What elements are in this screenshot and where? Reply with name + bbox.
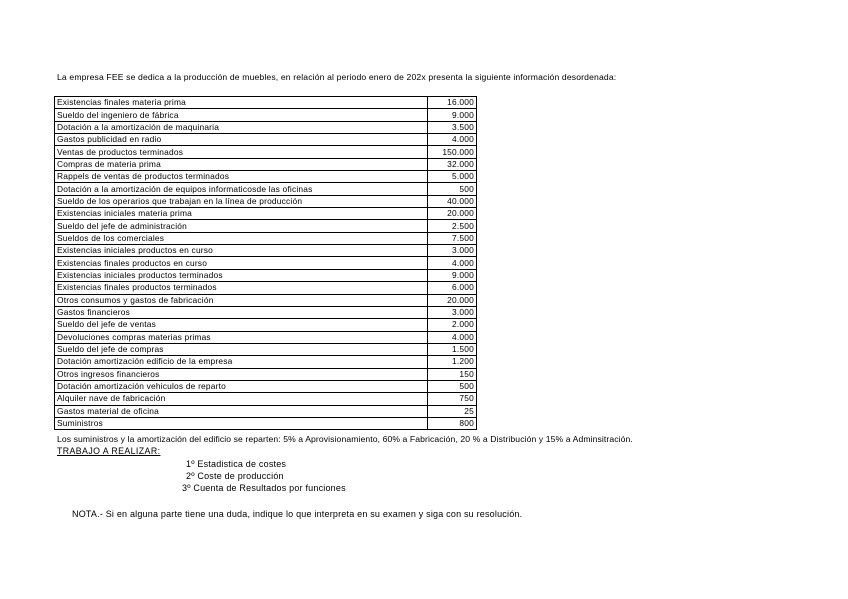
- table-row: [55, 121, 477, 133]
- task-item: 2º Coste de producción: [186, 471, 284, 481]
- row-label: Otros consumos y gastos de fabricación: [55, 294, 428, 306]
- row-label: Suministros: [55, 417, 428, 429]
- task-item: 1º Estadistica de costes: [186, 459, 287, 469]
- table-row: [55, 232, 477, 244]
- row-value: 2.000: [428, 319, 477, 331]
- row-value: 3.000: [428, 306, 477, 318]
- table-row: [55, 282, 477, 294]
- row-value: 5.000: [428, 171, 477, 183]
- table-row: [55, 405, 477, 417]
- row-value: 6.000: [428, 282, 477, 294]
- table-row: [55, 380, 477, 392]
- row-value: 7.500: [428, 232, 477, 244]
- row-value: 20.000: [428, 294, 477, 306]
- row-label: Existencias finales productos en curso: [55, 257, 428, 269]
- row-value: 16.000: [428, 97, 477, 109]
- row-label: Dotación a la amortización de equipos informaticosde las oficinas: [55, 183, 428, 195]
- row-label: Sueldo del jefe de administración: [55, 220, 428, 232]
- row-value: 4.000: [428, 331, 477, 343]
- row-value: 500: [428, 380, 477, 392]
- table-row: [55, 331, 477, 343]
- row-value: 25: [428, 405, 477, 417]
- row-value: 500: [428, 183, 477, 195]
- intro-text: La empresa FEE se dedica a la producción de muebles, en relación al periodo enero de 202x presenta la siguiente información desordenada:: [57, 72, 617, 82]
- table-row: [55, 417, 477, 429]
- row-label: Rappels de ventas de productos terminados: [55, 171, 428, 183]
- row-label: Gastos financieros: [55, 306, 428, 318]
- row-label: Sueldo del jefe de compras: [55, 343, 428, 355]
- table-row: [55, 319, 477, 331]
- table-row: [55, 356, 477, 368]
- row-value: 4.000: [428, 257, 477, 269]
- row-value: 150.000: [428, 146, 477, 158]
- table-row: [55, 97, 477, 109]
- row-value: 150: [428, 368, 477, 380]
- table-row: [55, 195, 477, 207]
- task-item: 3º Cuenta de Resultados por funciones: [182, 483, 346, 493]
- table-row: [55, 109, 477, 121]
- row-label: Existencias finales productos terminados: [55, 282, 428, 294]
- row-label: Gastos publicidad en radio: [55, 134, 428, 146]
- row-label: Dotación amortización edificio de la empresa: [55, 356, 428, 368]
- task-title: TRABAJO A REALIZAR:: [57, 446, 161, 456]
- row-label: Existencias iniciales productos terminados: [55, 269, 428, 281]
- row-value: 1.500: [428, 343, 477, 355]
- row-label: Sueldo del jefe de ventas: [55, 319, 428, 331]
- table-row: [55, 245, 477, 257]
- table-row: [55, 158, 477, 170]
- table-row: [55, 343, 477, 355]
- row-label: Existencias iniciales productos en curso: [55, 245, 428, 257]
- table-row: [55, 294, 477, 306]
- nota-text: NOTA.- Si en alguna parte tiene una duda, indique lo que interpreta en su examen y siga con su resolución.: [72, 509, 523, 519]
- row-value: 32.000: [428, 158, 477, 170]
- row-value: 2.500: [428, 220, 477, 232]
- row-value: 20.000: [428, 208, 477, 220]
- row-value: 800: [428, 417, 477, 429]
- row-value: 1.200: [428, 356, 477, 368]
- table-row: [55, 269, 477, 281]
- table-row: [55, 134, 477, 146]
- row-value: 3.500: [428, 121, 477, 133]
- row-value: 4.000: [428, 134, 477, 146]
- row-label: Dotación amortización vehiculos de reparto: [55, 380, 428, 392]
- row-value: 750: [428, 393, 477, 405]
- table-row: [55, 220, 477, 232]
- table-row: [55, 171, 477, 183]
- row-label: Compras de materia prima: [55, 158, 428, 170]
- row-value: 9.000: [428, 269, 477, 281]
- row-label: Sueldos de los comerciales: [55, 232, 428, 244]
- table-row: [55, 183, 477, 195]
- row-label: Sueldo del ingeniero de fábrica: [55, 109, 428, 121]
- row-label: Existencias iniciales materia prima: [55, 208, 428, 220]
- row-label: Existencias finales materia prima: [55, 97, 428, 109]
- table-row: [55, 306, 477, 318]
- table-row: [55, 368, 477, 380]
- table-row: [55, 257, 477, 269]
- row-label: Otros ingresos financieros: [55, 368, 428, 380]
- table-row: [55, 393, 477, 405]
- row-label: Gastos material de oficina: [55, 405, 428, 417]
- row-label: Sueldo de los operarios que trabajan en la línea de producción: [55, 195, 428, 207]
- table-row: [55, 208, 477, 220]
- row-label: Alquiler nave de fabricación: [55, 393, 428, 405]
- row-value: 40.000: [428, 195, 477, 207]
- row-label: Dotación a la amortización de maquinaria: [55, 121, 428, 133]
- table-row: [55, 146, 477, 158]
- row-label: Ventas de productos terminados: [55, 146, 428, 158]
- data-table: [54, 96, 477, 430]
- row-label: Devoluciones compras materias primas: [55, 331, 428, 343]
- distribution-note: Los suministros y la amortización del edificio se reparten: 5% a Aprovisionamiento, 60% a Fabricación, 20 % a Distribución y 15% a Adminsitración.: [57, 434, 633, 444]
- row-value: 9.000: [428, 109, 477, 121]
- row-value: 3.000: [428, 245, 477, 257]
